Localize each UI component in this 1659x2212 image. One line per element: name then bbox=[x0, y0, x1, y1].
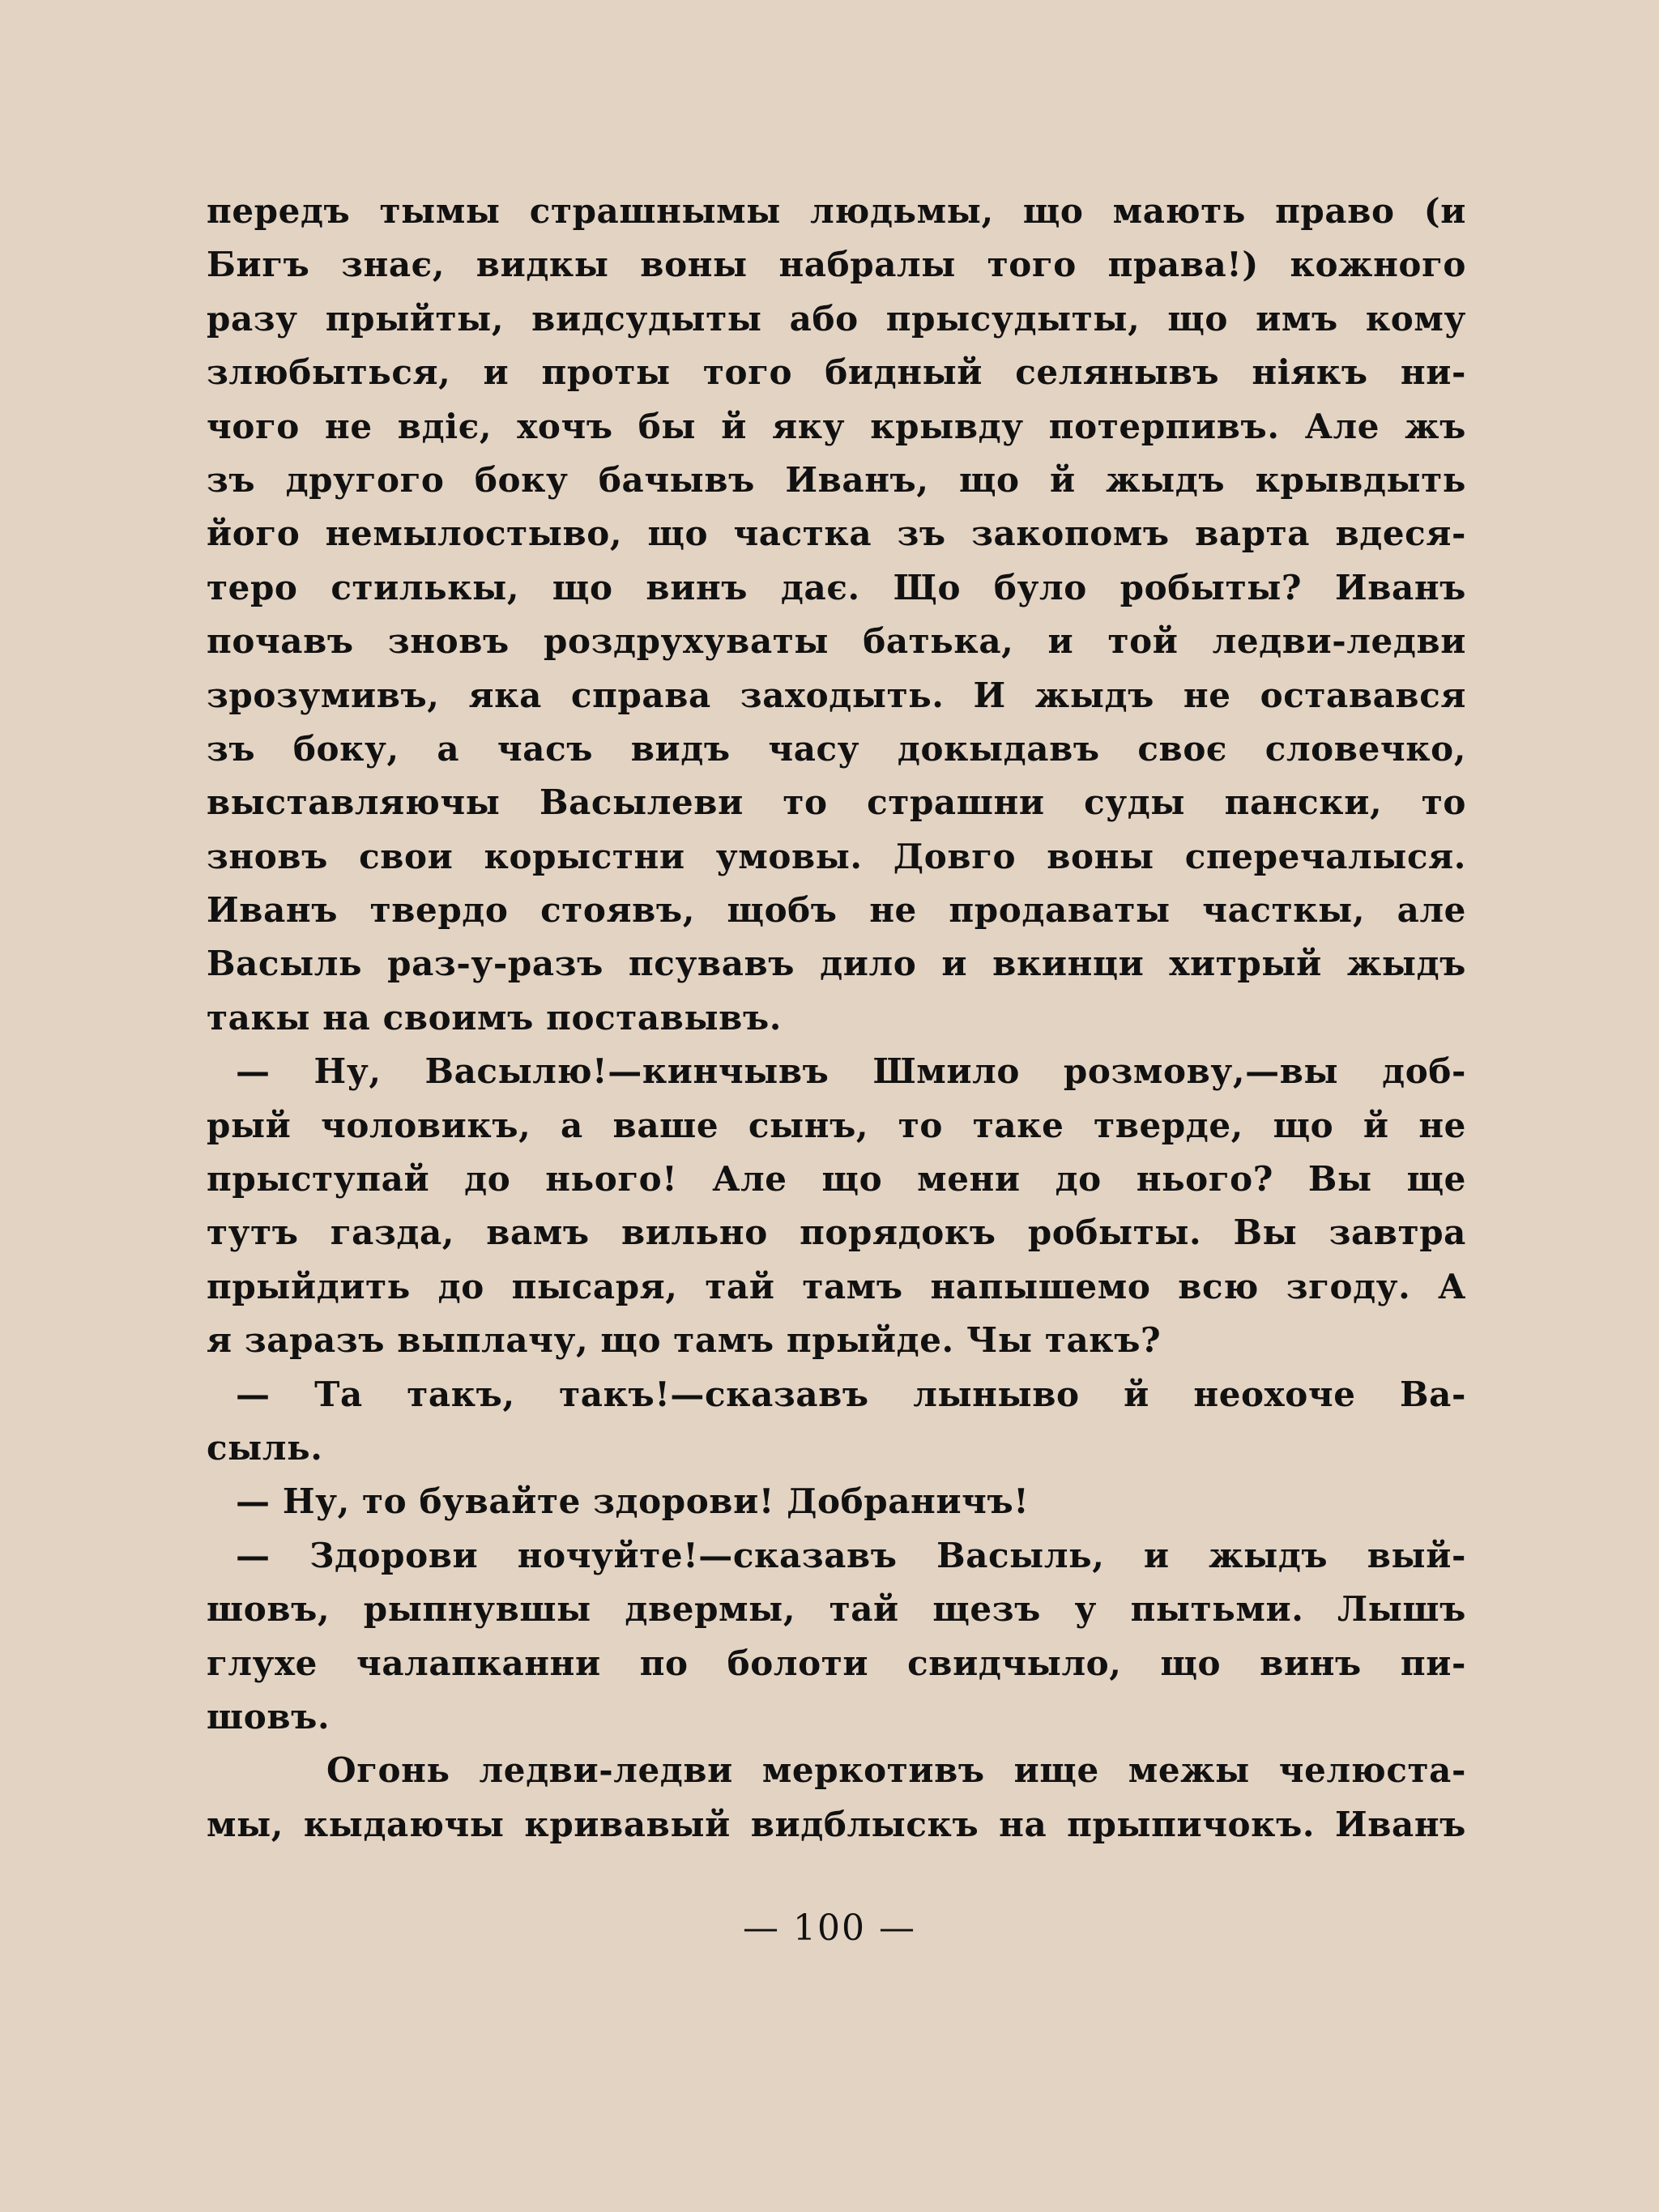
page-body-text bbox=[207, 185, 1466, 1852]
text-line: мы, кыдаючы кривавый видблыскъ на прыпичокъ. Иванъ bbox=[207, 1804, 1466, 1844]
text-line: зъ другого боку бачывъ Иванъ, що й жыдъ крывдыть bbox=[207, 459, 1466, 500]
text-line: зрозумивъ, яка справа заходыть. И жыдъ не оставався bbox=[207, 675, 1466, 715]
text-line: Васыль раз-у-разъ псувавъ дило и вкинци хитрый жыдъ bbox=[207, 944, 1466, 984]
text-line: разу прыйты, видсудыты або прысудыты, що имъ кому bbox=[207, 298, 1466, 339]
text-line: сыль. bbox=[207, 1427, 323, 1468]
text-line: зновъ свои корыстни умовы. Довго воны сперечалыся. bbox=[207, 836, 1466, 876]
text-line: шовъ. bbox=[207, 1696, 331, 1737]
text-line: почавъ зновъ роздрухуваты батька, и той ледви-ледви bbox=[207, 621, 1466, 662]
text-line: я заразъ выплачу, що тамъ прыйде. Чы такъ? bbox=[207, 1320, 1162, 1361]
dialogue-line: — Ну, то бувайте здорови! Добраничъ! bbox=[236, 1481, 1030, 1522]
text-line: зъ боку, а часъ видъ часу докыдавъ своє словечко, bbox=[207, 728, 1466, 769]
dialogue-line: — Здорови ночуйте!—сказавъ Васыль, и жыдъ вый- bbox=[236, 1535, 1466, 1575]
text-line: тутъ газда, вамъ вильно порядокъ робыты. Вы завтра bbox=[207, 1213, 1466, 1253]
page-number: — 100 — bbox=[743, 1907, 916, 1949]
dialogue-line: — Та такъ, такъ!—сказавъ лыныво й неохоче Ва- bbox=[236, 1374, 1466, 1414]
text-line: передъ тымы страшнымы людьмы, що мають право (и bbox=[207, 191, 1466, 231]
text-line: теро стилькы, що винъ дає. Що було робыты? Иванъ bbox=[207, 567, 1466, 607]
text-line: Бигъ знає, видкы воны набралы того права!) кожного bbox=[207, 245, 1466, 285]
text-line: шовъ, рыпнувшы двермы, тай щезъ у пытьми. Лышъ bbox=[207, 1589, 1466, 1630]
text-line: Иванъ твердо стоявъ, щобъ не продаваты часткы, але bbox=[207, 890, 1466, 931]
paragraph-start-line: Огонь ледви-ледви меркотивъ ище межы челюста- bbox=[326, 1750, 1466, 1791]
text-line: злюбыться, и проты того бидный селянывъ нiякъ ни- bbox=[207, 352, 1466, 393]
text-line: прыйдить до пысаря, тай тамъ напышемо всю згоду. А bbox=[207, 1266, 1466, 1306]
dialogue-line: — Ну, Васылю!—кинчывъ Шмило розмову,—вы доб- bbox=[236, 1051, 1466, 1092]
text-line: прыступай до нього! Але що мени до нього? Вы ще bbox=[207, 1159, 1466, 1200]
text-line: рый чоловикъ, а ваше сынъ, то таке тверде, що й не bbox=[207, 1105, 1466, 1145]
text-line: глухе чалапканни по болоти свидчыло, що винъ пи- bbox=[207, 1643, 1466, 1683]
text-line: чого не вдiє, хочъ бы й яку крывду потерпивъ. Але жъ bbox=[207, 406, 1466, 446]
text-line: його немылостыво, що частка зъ закопомъ варта вдеся- bbox=[207, 514, 1466, 554]
text-line: выставляючы Васылеви то страшни суды пански, то bbox=[207, 782, 1466, 823]
text-line: такы на своимъ поставывъ. bbox=[207, 997, 782, 1038]
